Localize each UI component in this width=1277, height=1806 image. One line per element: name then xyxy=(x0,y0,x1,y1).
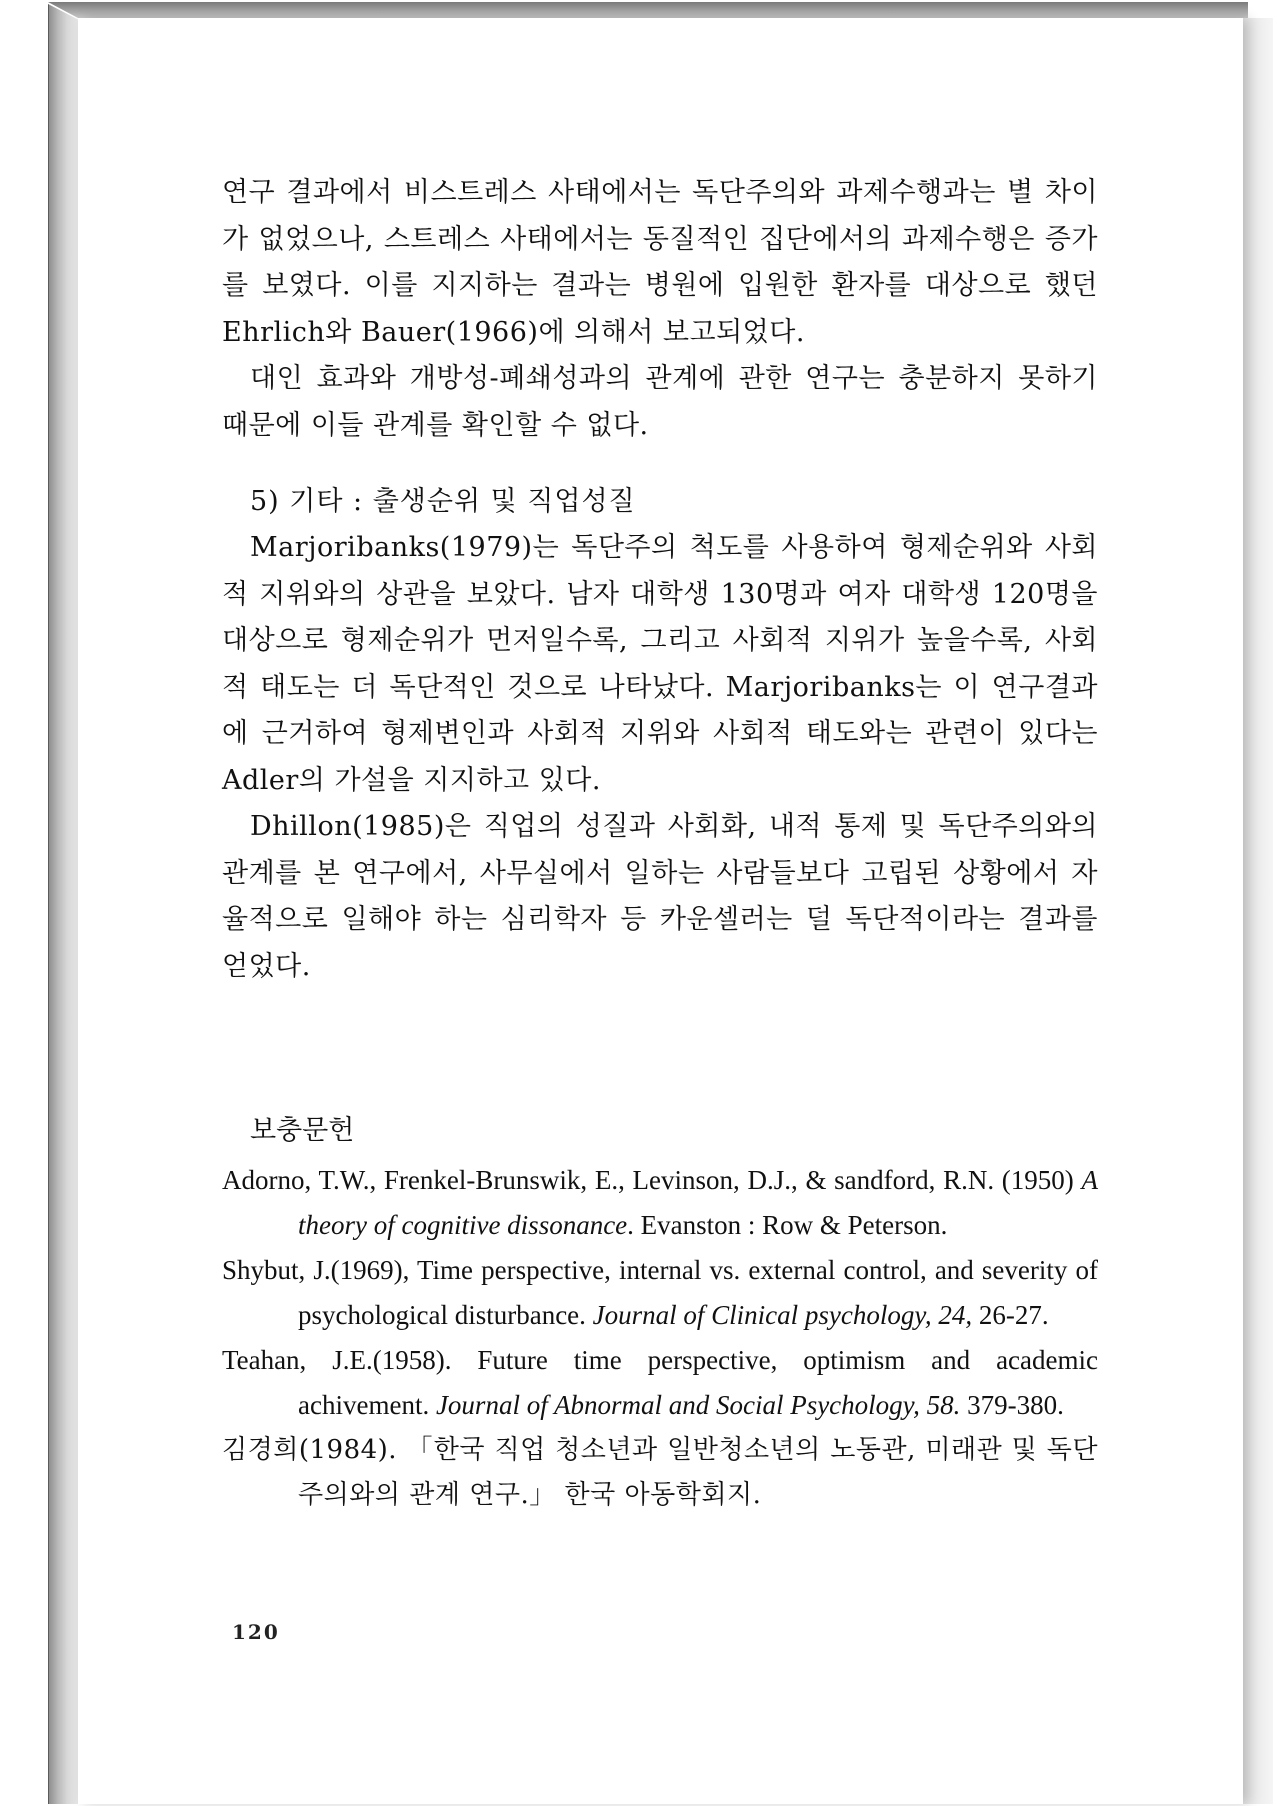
page-content xyxy=(222,170,1098,1518)
page-number: 120 xyxy=(232,1620,280,1644)
reference-text: 379-380. xyxy=(960,1390,1064,1420)
page-top-edge xyxy=(48,2,1248,18)
reference-list xyxy=(222,1158,1098,1518)
paragraph-marjoribanks xyxy=(222,525,1098,804)
paragraph-interpersonal-text: 대인 효과와 개방성-폐쇄성과의 관계에 관한 연구는 충분하지 못하기 때문에 이들 관계를 확인할 수 없다. xyxy=(222,363,1098,441)
section-heading: 5) 기타 : 출생순위 및 직업성질 xyxy=(250,486,636,517)
paragraph-marjoribanks-text: Marjoribanks(1979)는 독단주의 척도를 사용하여 형제순위와 사회적 지위와의 상관을 보았다. 남자 대학생 130명과 여자 대학생 120명을 대상으로 형제순위가 먼저일수록, 그리고 사회적 지위가 높을수록, 사회적 태도는 더 독단적인 것으로 나타났다. Marjoribanks는 이 연구결과에 근거하여 형제변인과 사회적 지위와 사회적 태도와는 관련이 있다는 Adler의 가설을 지지하고 있다. xyxy=(222,532,1098,796)
reference-item xyxy=(222,1338,1098,1428)
paragraph-results: 연구 결과에서 비스트레스 사태에서는 독단주의와 과제수행과는 별 차이가 없었으나, 스트레스 사태에서는 동질적인 집단에서의 과제수행은 증가를 보였다. 이를 지지하는 결과는 병원에 입원한 환자를 대상으로 했던 Ehrlich와 Bauer(1966)에 의해서 보고되었다. xyxy=(222,177,1098,348)
reference-text: 26-27. xyxy=(972,1300,1049,1330)
reference-text: Adorno, T.W., Frenkel-Brunswik, E., Levinson, D.J., & sandford, R.N. (1950) xyxy=(222,1165,1082,1195)
reference-text: Teahan, J.E.(1958). Future time perspective, optimism and academic achivement. xyxy=(222,1345,1098,1420)
reference-text: . Evanston : Row & Peterson. xyxy=(627,1210,948,1240)
page-spine-edge xyxy=(48,4,79,1804)
reference-item xyxy=(222,1428,1098,1518)
reference-title: Journal of Clinical psychology, 24, xyxy=(592,1300,973,1330)
paragraph-interpersonal xyxy=(222,356,1098,449)
reference-title: Journal of Abnormal and Social Psychology, 58. xyxy=(435,1390,961,1420)
paragraph-dhillon-text: Dhillon(1985)은 직업의 성질과 사회화, 내적 통제 및 독단주의와의 관계를 본 연구에서, 사무실에서 일하는 사람들보다 고립된 상황에서 자율적으로 일해야 하는 심리학자 등 카운셀러는 덜 독단적이라는 결과를 얻었다. xyxy=(222,811,1098,982)
reference-text: Shybut, J.(1969), Time perspective, internal vs. external control, and severity of psychological disturbance. xyxy=(222,1255,1098,1330)
reference-item xyxy=(222,1248,1098,1338)
reference-text: 김경희(1984). 「한국 직업 청소년과 일반청소년의 노동관, 미래관 및 독단주의와의 관계 연구.」 한국 아동학회지. xyxy=(222,1435,1098,1510)
supplement-heading: 보충문헌 xyxy=(250,1115,355,1146)
paragraph-dhillon xyxy=(222,804,1098,990)
reference-title: A theory of cognitive dissonance xyxy=(298,1165,1098,1240)
page-right-edge xyxy=(1243,18,1273,1804)
reference-item xyxy=(222,1158,1098,1248)
